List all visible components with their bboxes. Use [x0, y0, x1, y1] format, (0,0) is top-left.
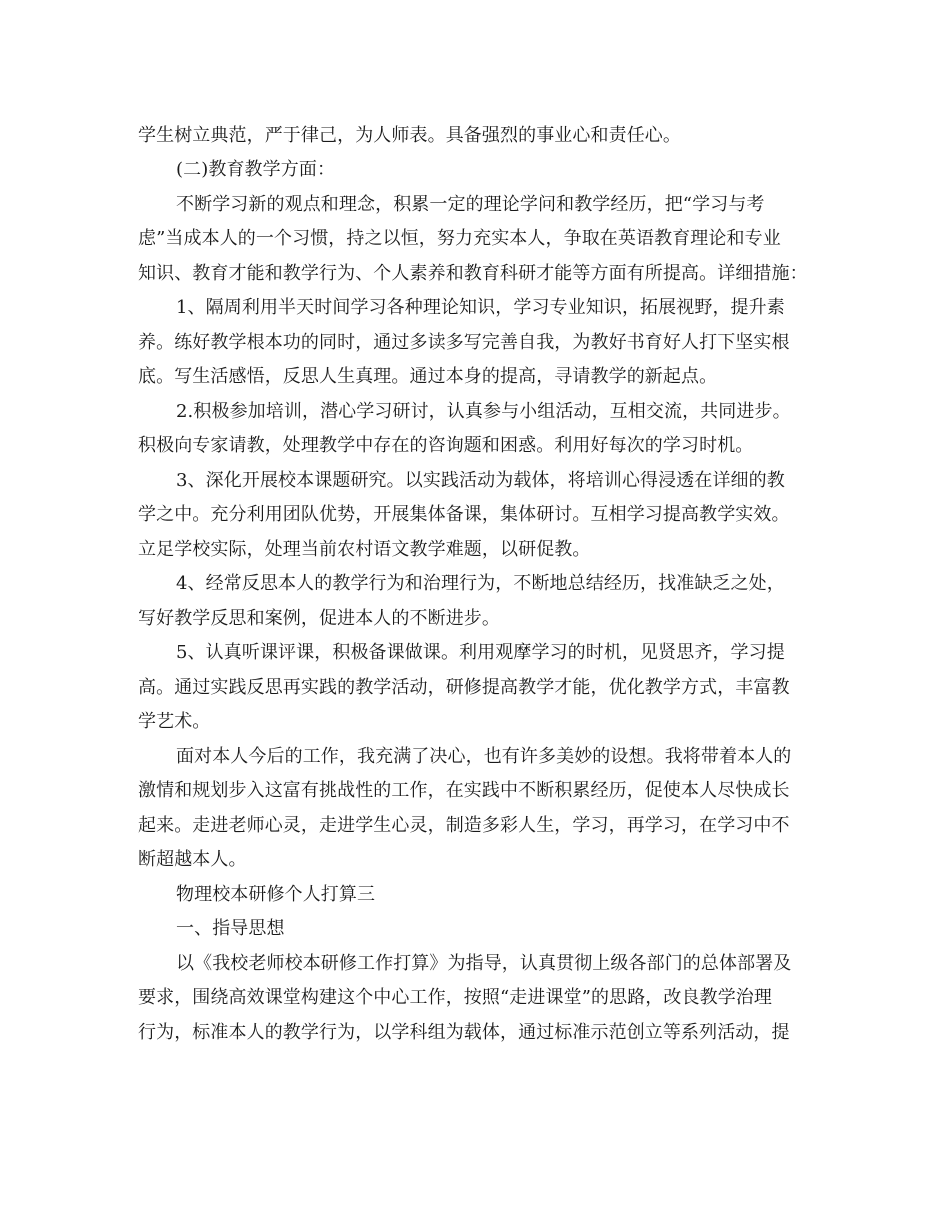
section-heading: 一、指导思想	[176, 918, 285, 939]
text-line: 立足学校实际，处理当前农村语文教学难题，以研促教。	[138, 539, 591, 560]
text-line: 要求，围绕高效课堂构建这个中心工作，按照“走进课堂”的思路，改良教学治理	[138, 987, 773, 1008]
text-line: 4、经常反思本人的教学行为和治理行为，不断地总结经历，找准缺乏之处，	[176, 573, 785, 594]
text-line: 2.积极参加培训，潜心学习研讨，认真参与小组活动，互相交流，共同进步。	[176, 401, 791, 422]
text-line: 以《我校老师校本研修工作打算》为指导，认真贯彻上级各部门的总体部署及	[176, 953, 792, 974]
text-line: 行为，标准本人的教学行为，以学科组为载体，通过标准示范创立等系列活动，提	[138, 1022, 790, 1043]
text-line: 积极向专家请教，处理教学中存在的咨询题和困惑。利用好每次的学习时机。	[138, 435, 754, 456]
text-line: 激情和规划步入这富有挑战性的工作，在实践中不断积累经历，促使本人尽快成长	[138, 780, 790, 801]
section-title: 物理校本研修个人打算三	[176, 884, 376, 905]
text-line: 知识、教育才能和教学行为、个人素养和教育科研才能等方面有所提高。详细措施：	[138, 263, 808, 284]
text-line: 虑”当成本人的一个习惯，持之以恒，努力充实本人，争取在英语教育理论和专业	[138, 228, 781, 249]
text-line: 写好教学反思和案例，促进本人的不断进步。	[138, 608, 500, 629]
text-line: 学生树立典范，严于律己，为人师表。具备强烈的事业心和责任心。	[138, 125, 681, 146]
text-line: 5、认真听课评课，积极备课做课。利用观摩学习的时机，见贤思齐，学习提	[176, 642, 785, 663]
text-line: 养。练好教学根本功的同时，通过多读多写完善自我，为教好书育好人打下坚实根	[138, 332, 790, 353]
text-line: 学艺术。	[138, 711, 211, 732]
text-line: 不断学习新的观点和理念，积累一定的理论学问和教学经历，把“学习与考	[176, 194, 765, 215]
text-line: 起来。走进老师心灵，走进学生心灵，制造多彩人生，学习，再学习，在学习中不	[138, 815, 790, 836]
text-line: 断超越本人。	[138, 849, 247, 870]
text-line: 高。通过实践反思再实践的教学活动，研修提高教学才能，优化教学方式，丰富教	[138, 677, 790, 698]
text-line: 1、隔周利用半天时间学习各种理论知识，学习专业知识，拓展视野，提升素	[176, 297, 785, 318]
text-line: 面对本人今后的工作，我充满了决心，也有许多美妙的设想。我将带着本人的	[176, 746, 792, 767]
text-line: 底。写生活感悟，反思人生真理。通过本身的提高，寻请教学的新起点。	[138, 366, 718, 387]
text-line: 3、深化开展校本课题研究。以实践活动为载体，将培训心得浸透在详细的教	[176, 470, 785, 491]
section-heading: (二)教育教学方面：	[176, 159, 336, 180]
text-line: 学之中。充分利用团队优势，开展集体备课，集体研讨。互相学习提高教学实效。	[138, 504, 790, 525]
